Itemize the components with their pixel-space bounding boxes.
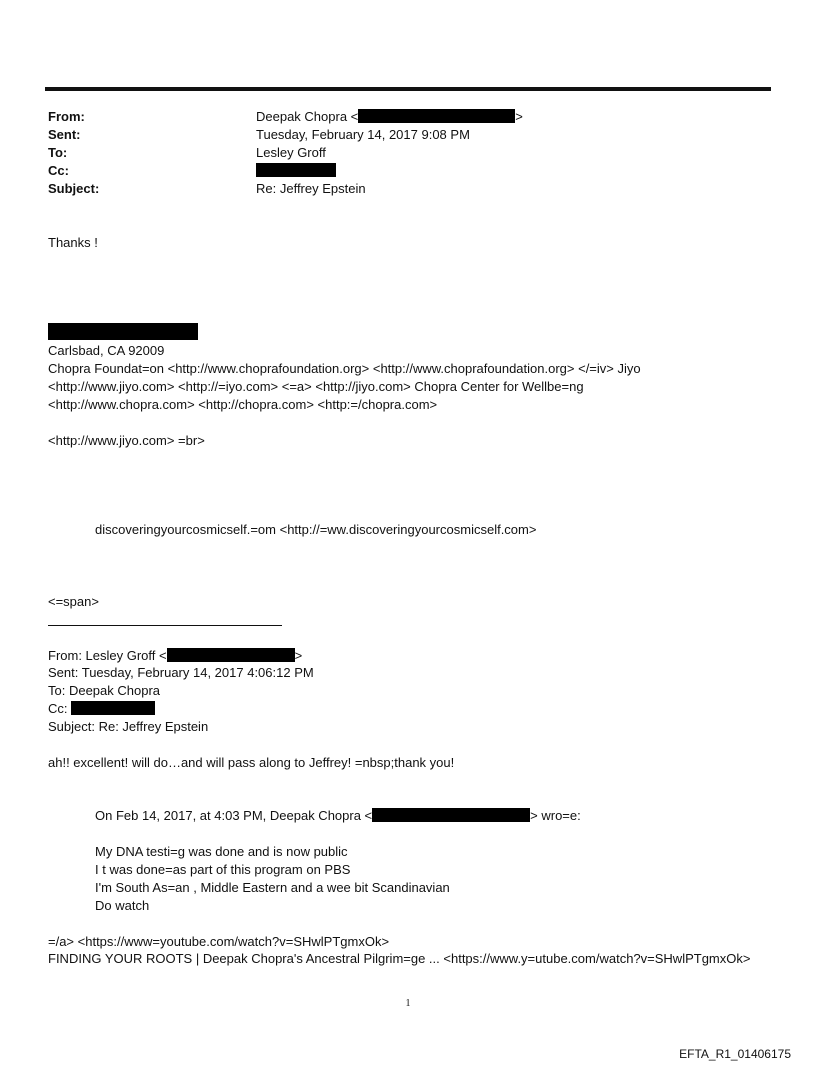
reply-text: ah!! excellent! will do…and will pass along to Jeffrey! =nbsp;thank you!	[48, 755, 455, 770]
signature-address: Carlsbad, CA 92009	[48, 343, 165, 358]
quoted-from: From: Lesley Groff < >	[48, 648, 303, 663]
dna-line-1: My DNA testi=g was done and is now public	[95, 844, 348, 859]
to-label: To:	[48, 145, 68, 160]
signature-line-3: <http://www.chopra.com> <http://chopra.com> <http:=/chopra.com>	[48, 397, 438, 412]
signature-name-redacted	[48, 323, 198, 343]
quoted-subject: Subject: Re: Jeffrey Epstein	[48, 719, 209, 734]
quoted-cc: Cc:	[48, 700, 155, 718]
span-fragment: <=span>	[48, 594, 99, 609]
youtube-link-2: FINDING YOUR ROOTS | Deepak Chopra's Ancestral Pilgrim=ge ... <https://www.y=utube.com/watch?v=SHwlPTgmxOk>	[48, 951, 751, 966]
redaction-block	[167, 648, 295, 662]
page-number: 1	[405, 998, 411, 1009]
dna-line-2: I t was done=as part of this program on PBS	[95, 862, 351, 877]
subject-value: Re: Jeffrey Epstein	[256, 181, 366, 196]
youtube-link-1: =/a> <https://www=youtube.com/watch?v=SHwlPTgmxOk>	[48, 934, 390, 949]
redaction-block	[48, 323, 198, 340]
thanks-text: Thanks !	[48, 235, 98, 250]
cosmic-self-link: discoveringyourcosmicself.=om <http://=ww.discoveringyourcosmicself.com>	[95, 522, 537, 537]
redaction-block	[71, 701, 155, 715]
signature-line-1: Chopra Foundat=on <http://www.choprafoundation.org> <http://www.choprafoundation.org> </=iv> Jiyo	[48, 361, 641, 376]
cc-label: Cc:	[48, 163, 69, 178]
redaction-block	[372, 808, 530, 822]
signature-line-4: <http://www.jiyo.com> =br>	[48, 433, 205, 448]
dna-line-4: Do watch	[95, 898, 150, 913]
redaction-block	[256, 163, 336, 177]
signature-line-2: <http://www.jiyo.com> <http://=iyo.com> <=a> <http://jiyo.com> Chopra Center for Wellbe=ng	[48, 379, 584, 394]
quoted-sent: Sent: Tuesday, February 14, 2017 4:06:12 PM	[48, 665, 314, 680]
sent-label: Sent:	[48, 127, 81, 142]
bates-number: EFTA_R1_01406175	[679, 1047, 791, 1061]
redaction-block	[358, 109, 515, 123]
cc-value	[256, 162, 336, 180]
sent-value: Tuesday, February 14, 2017 9:08 PM	[256, 127, 470, 142]
dna-line-3: I'm South As=an , Middle Eastern and a wee bit Scandinavian	[95, 880, 450, 895]
quote-divider	[48, 625, 282, 626]
from-value: Deepak Chopra < >	[256, 109, 523, 124]
header-rule	[45, 87, 771, 91]
to-value: Lesley Groff	[256, 145, 326, 160]
quoted-to: To: Deepak Chopra	[48, 683, 161, 698]
nested-on-line: On Feb 14, 2017, at 4:03 PM, Deepak Chopra < > wro=e:	[95, 808, 581, 823]
from-label: From:	[48, 109, 85, 124]
subject-label: Subject:	[48, 181, 100, 196]
